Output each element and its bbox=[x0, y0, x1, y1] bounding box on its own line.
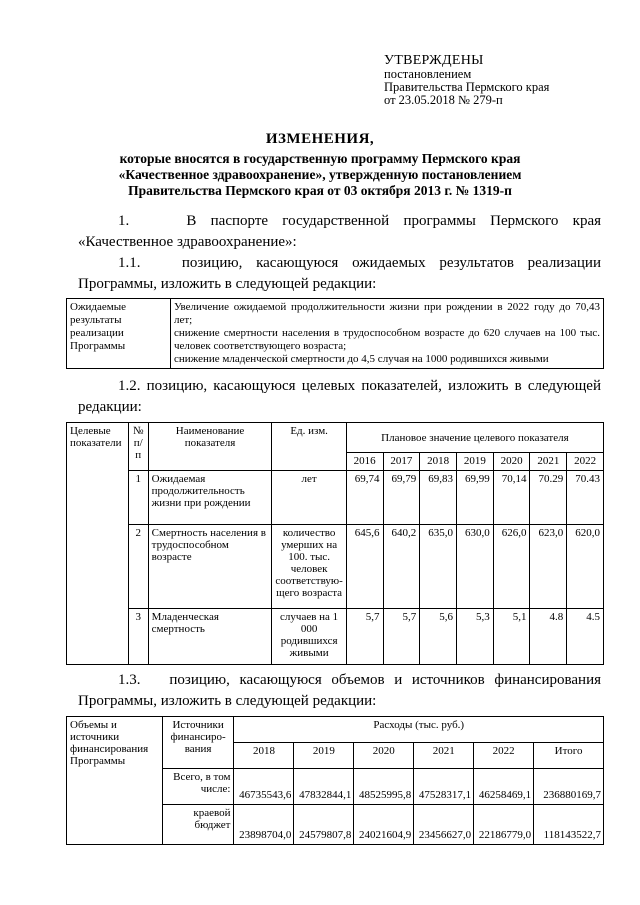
subtitle-line-2: «Качественное здравоохранение», утвержденную постановлением bbox=[118, 167, 522, 182]
row-value: 620,0 bbox=[567, 525, 604, 609]
row-value: 630,0 bbox=[457, 525, 494, 609]
item-1-3-number: 1.3. bbox=[118, 672, 141, 688]
table-row bbox=[67, 525, 604, 609]
row-name: Ожидаемая продолжительность жизни при рождении bbox=[148, 471, 272, 525]
row-unit: случаев на 1 000 родившихся живыми bbox=[272, 609, 346, 665]
row-value: 118143522,7 bbox=[534, 805, 604, 845]
row-value: 23456627,0 bbox=[414, 805, 474, 845]
targets-label: Целевые показатели bbox=[67, 423, 129, 665]
row-value: 623,0 bbox=[530, 525, 567, 609]
row-value: 4.5 bbox=[567, 609, 604, 665]
row-value: 46258469,1 bbox=[474, 769, 534, 805]
item-1-2-text: 1.2. позицию, касающуюся целевых показателей, изложить в следующей редакции: bbox=[78, 378, 601, 415]
year-header: 2018 bbox=[234, 743, 294, 769]
row-unit: количество умерших на 100. тыс. человек соответствую-щего возраста bbox=[272, 525, 346, 609]
subtitle-line-3: Правительства Пермского края от 03 октября 2013 г. № 1319-п bbox=[128, 183, 512, 198]
year-header: 2022 bbox=[474, 743, 534, 769]
document-title: ИЗМЕНЕНИЯ, bbox=[265, 131, 375, 147]
finance-col-expenses: Расходы (тыс. руб.) bbox=[234, 717, 604, 743]
row-value: 24579807,8 bbox=[294, 805, 354, 845]
row-value: 69,79 bbox=[383, 471, 420, 525]
year-header: 2020 bbox=[493, 453, 530, 471]
row-value: 70.43 bbox=[567, 471, 604, 525]
item-1-number: 1. bbox=[118, 213, 130, 229]
year-header: 2019 bbox=[457, 453, 494, 471]
targets-col-unit: Ед. изм. bbox=[272, 423, 346, 471]
row-num: 1 bbox=[128, 471, 148, 525]
item-1-text: В паспорте государственной программы Пермского края «Качественное здравоохранение»: bbox=[78, 213, 601, 250]
item-1-1-number: 1.1. bbox=[118, 255, 141, 271]
document-subtitle bbox=[0, 151, 640, 199]
row-value: 236880169,7 bbox=[534, 769, 604, 805]
row-value: 635,0 bbox=[420, 525, 457, 609]
targets-col-num: № п/п bbox=[128, 423, 148, 471]
row-value: 640,2 bbox=[383, 525, 420, 609]
row-value: 4.8 bbox=[530, 609, 567, 665]
row-value: 46735543,6 bbox=[234, 769, 294, 805]
paragraph-item-1-1 bbox=[78, 253, 601, 295]
row-value: 47832844,1 bbox=[294, 769, 354, 805]
results-line-3: снижение младенческой смертности до 4,5 случая на 1000 родившихся живыми bbox=[174, 353, 549, 365]
year-header: Итого bbox=[534, 743, 604, 769]
year-header: 2021 bbox=[414, 743, 474, 769]
paragraph-item-1-2 bbox=[78, 376, 601, 418]
year-header: 2019 bbox=[294, 743, 354, 769]
row-name: Младенческая смертность bbox=[148, 609, 272, 665]
row-value: 69,99 bbox=[457, 471, 494, 525]
row-value: 5,7 bbox=[346, 609, 383, 665]
finance-label: Объемы и источники финансирования Программы bbox=[67, 717, 163, 845]
results-line-2: снижение смертности населения в трудоспособном возрасте до 620 случаев на 100 тыс. человек соответствующего возраста; bbox=[174, 327, 600, 352]
year-header: 2021 bbox=[530, 453, 567, 471]
row-value: 626,0 bbox=[493, 525, 530, 609]
approval-block bbox=[384, 54, 549, 107]
results-line-1: Увеличение ожидаемой продолжительности жизни при рождении в 2022 году до 70,43 лет; bbox=[174, 301, 600, 326]
paragraph-item-1-3 bbox=[78, 670, 601, 712]
paragraph-item-1 bbox=[78, 211, 601, 253]
results-label: Ожидаемые результаты реализации Программы bbox=[67, 299, 171, 369]
subtitle-line-1: которые вносятся в государственную программу Пермского края bbox=[119, 151, 521, 166]
row-value: 22186779,0 bbox=[474, 805, 534, 845]
table-row bbox=[67, 471, 604, 525]
approval-line-1: постановлением bbox=[384, 67, 472, 81]
approval-head: УТВЕРЖДЕНЫ bbox=[384, 53, 484, 68]
row-value: 70.29 bbox=[530, 471, 567, 525]
year-header: 2022 bbox=[567, 453, 604, 471]
row-source: Всего, в том числе: bbox=[162, 769, 234, 805]
row-name: Смертность населения в трудоспособном возрасте bbox=[148, 525, 272, 609]
row-value: 5,7 bbox=[383, 609, 420, 665]
item-1-3-text: позицию, касающуюся объемов и источников финансирования Программы, изложить в следующей редакции: bbox=[78, 672, 601, 709]
approval-line-2: Правительства Пермского края bbox=[384, 80, 550, 94]
approval-line-3: от 23.05.2018 № 279-п bbox=[384, 93, 503, 107]
results-content bbox=[171, 299, 604, 369]
year-header: 2017 bbox=[383, 453, 420, 471]
targets-col-name: Наименование показателя bbox=[148, 423, 272, 471]
item-1-1-text: позицию, касающуюся ожидаемых результатов реализации Программы, изложить в следующей редакции: bbox=[78, 255, 601, 292]
row-value: 69,74 bbox=[346, 471, 383, 525]
row-source: краевой бюджет bbox=[162, 805, 234, 845]
row-value: 645,6 bbox=[346, 525, 383, 609]
year-header: 2020 bbox=[354, 743, 414, 769]
table-row bbox=[67, 609, 604, 665]
row-value: 5,3 bbox=[457, 609, 494, 665]
year-header: 2016 bbox=[346, 453, 383, 471]
row-num: 3 bbox=[128, 609, 148, 665]
row-value: 23898704,0 bbox=[234, 805, 294, 845]
row-value: 5,1 bbox=[493, 609, 530, 665]
targets-col-plan: Плановое значение целевого показателя bbox=[346, 423, 603, 453]
row-value: 69,83 bbox=[420, 471, 457, 525]
row-value: 47528317,1 bbox=[414, 769, 474, 805]
expected-results-table bbox=[66, 298, 604, 369]
finance-table bbox=[66, 716, 604, 845]
row-value: 48525995,8 bbox=[354, 769, 414, 805]
row-value: 5,6 bbox=[420, 609, 457, 665]
year-header: 2018 bbox=[420, 453, 457, 471]
row-num: 2 bbox=[128, 525, 148, 609]
row-value: 70,14 bbox=[493, 471, 530, 525]
row-value: 24021604,9 bbox=[354, 805, 414, 845]
finance-col-source: Источники финансиро-вания bbox=[162, 717, 234, 769]
target-indicators-table bbox=[66, 422, 604, 665]
row-unit: лет bbox=[272, 471, 346, 525]
